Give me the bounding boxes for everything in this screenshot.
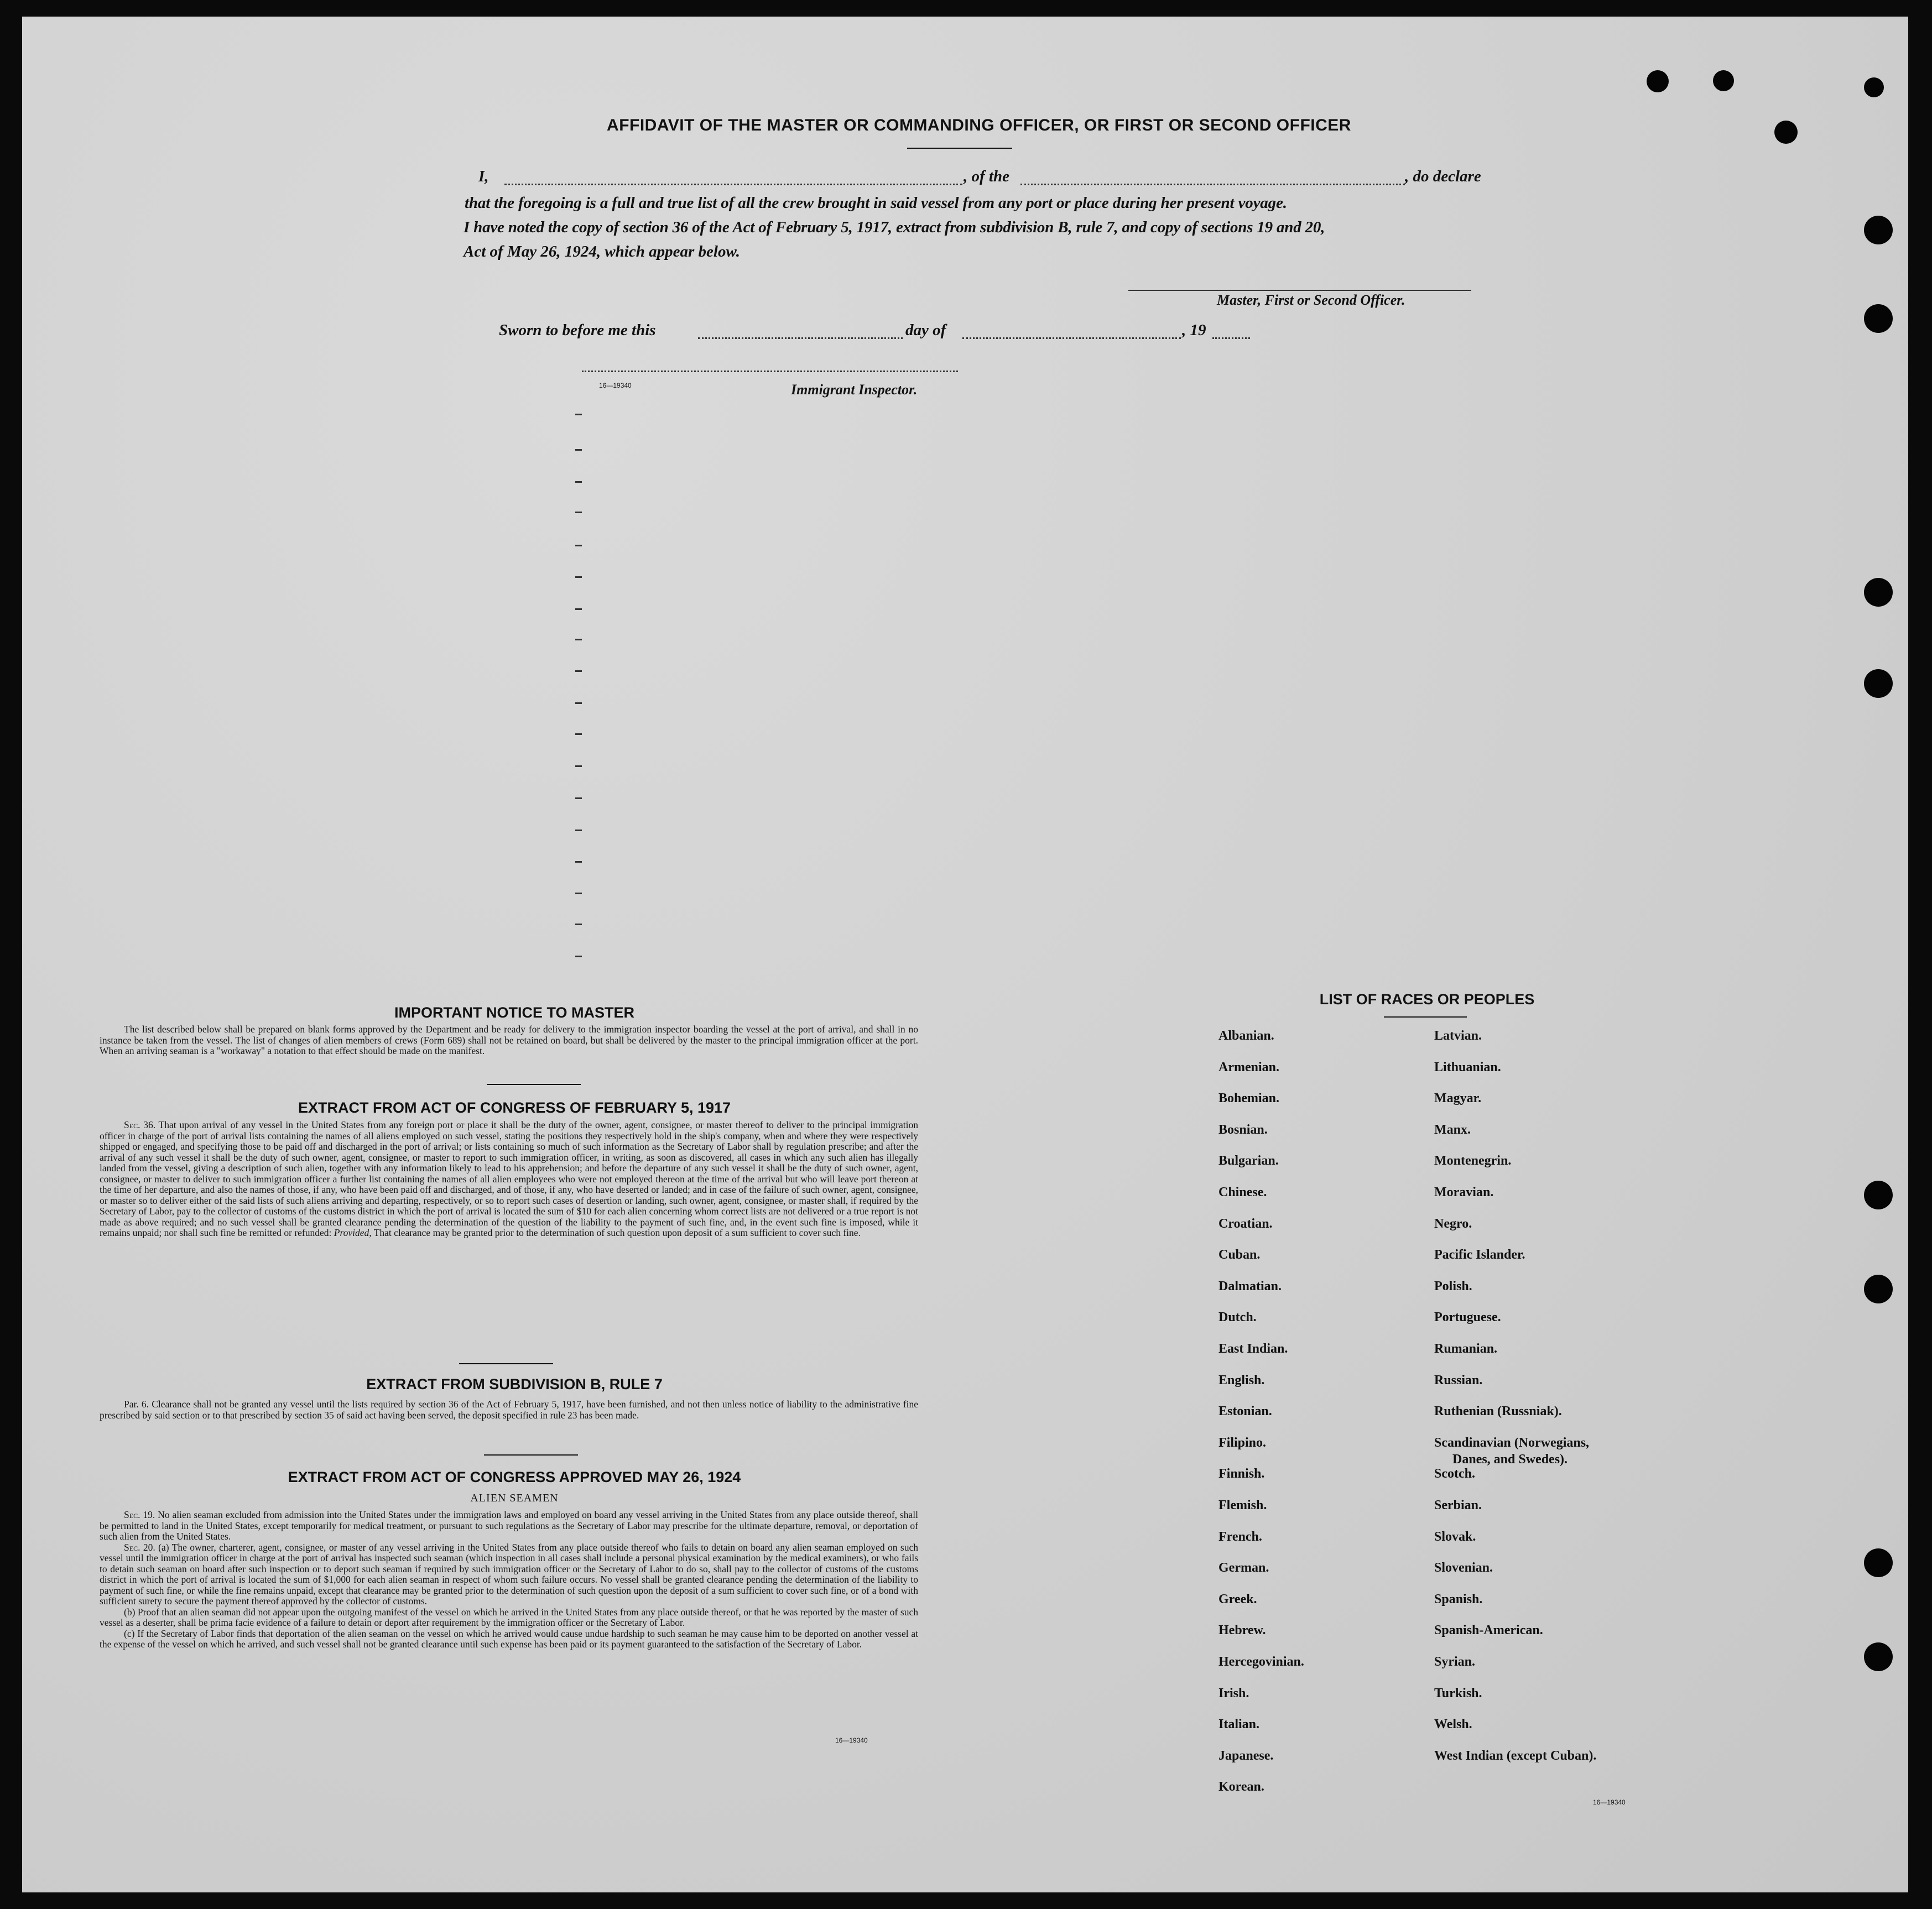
affidavit-line-2: that the foregoing is a full and true list of all the crew brought in said vessel from any port or place during her present voyage. — [465, 194, 1287, 212]
notice-body — [100, 1024, 918, 1057]
fold-mark — [575, 797, 582, 799]
race-item: West Indian (except Cuban). — [1434, 1748, 1597, 1763]
race-item: Estonian. — [1218, 1404, 1272, 1419]
race-item: Latvian. — [1434, 1029, 1482, 1043]
divider — [484, 1454, 578, 1456]
affidavit-line-4: Act of May 26, 1924, which appear below. — [464, 243, 740, 260]
inspector-signature-line — [582, 371, 958, 372]
race-item: Chinese. — [1218, 1185, 1267, 1199]
divider — [487, 1084, 581, 1085]
race-item: Japanese. — [1218, 1748, 1274, 1763]
inspector-label: Immigrant Inspector. — [791, 382, 918, 398]
sec-36-label: Sec. 36. — [124, 1119, 156, 1130]
race-item: Turkish. — [1434, 1686, 1482, 1701]
race-item: Danes, and Swedes). — [1452, 1452, 1568, 1467]
extract-1917-body — [100, 1120, 918, 1239]
form-number: 16—19340 — [599, 382, 632, 389]
punch-hole — [1864, 1275, 1893, 1303]
race-item: Hebrew. — [1218, 1623, 1266, 1638]
race-item: Magyar. — [1434, 1091, 1482, 1106]
race-item: Greek. — [1218, 1592, 1257, 1607]
race-item: Lithuanian. — [1434, 1060, 1501, 1075]
fold-mark — [575, 670, 582, 672]
punch-hole — [1647, 70, 1669, 92]
punch-hole — [1864, 216, 1893, 244]
rule7-text: Par. 6. Clearance shall not be granted any vessel until the lists required by section 36 of the Act of February 5, 1917, have been furnished, and not then unless notice of liability to the administrative fine prescribed by said section or to that prescribed by section 35 of said act having been served, the deposit specified in rule 23 has been made. — [100, 1399, 918, 1421]
race-item: Pacific Islander. — [1434, 1248, 1525, 1263]
punch-hole — [1864, 578, 1893, 607]
alien-seamen-subtitle: ALIEN SEAMEN — [470, 1492, 559, 1504]
extract-rule7-title: EXTRACT FROM SUBDIVISION B, RULE 7 — [366, 1376, 663, 1392]
punch-hole — [1774, 121, 1798, 144]
fold-mark — [575, 481, 582, 483]
race-item: French. — [1218, 1529, 1262, 1544]
fold-mark — [575, 956, 582, 957]
race-item: Syrian. — [1434, 1655, 1476, 1669]
sec-19-text: No alien seaman excluded from admission into the United States under the immigration laws and employed on board any vessel arriving in the United States from any place outside thereof, shall be permitted to land in the United States, except temporarily for medical treatment, or pursuant to such regulations as the Secretary of Labor may prescribe for the ultimate departure, removal, or deportation of such alien from the United States. — [100, 1509, 919, 1542]
race-item: Scotch. — [1434, 1467, 1475, 1482]
race-item: Spanish. — [1434, 1592, 1483, 1607]
sworn-prefix: Sworn to before me this — [499, 321, 656, 339]
race-item: Bulgarian. — [1218, 1154, 1279, 1169]
race-item: Russian. — [1434, 1373, 1483, 1388]
race-item: Spanish-American. — [1434, 1623, 1543, 1638]
race-item: Negro. — [1434, 1216, 1472, 1231]
race-item: Montenegrin. — [1434, 1154, 1512, 1169]
affidavit-title: AFFIDAVIT OF THE MASTER OR COMMANDING OFFICER, OR FIRST OR SECOND OFFICER — [607, 116, 1351, 134]
punch-hole — [1864, 1548, 1893, 1577]
extract-1924-title: EXTRACT FROM ACT OF CONGRESS APPROVED MAY 26, 1924 — [288, 1469, 741, 1485]
divider — [459, 1363, 553, 1364]
vessel-blank-line — [1020, 184, 1405, 185]
sworn-date-blank — [698, 337, 903, 339]
fold-mark — [575, 861, 582, 863]
divider — [1384, 1016, 1467, 1018]
race-item: Slovenian. — [1434, 1561, 1493, 1576]
race-item: Dutch. — [1218, 1310, 1257, 1325]
divider — [907, 148, 1012, 149]
fold-mark — [575, 545, 582, 546]
race-item: Portuguese. — [1434, 1310, 1501, 1325]
provided-label: Provided, — [334, 1227, 372, 1238]
affidavit-of-the: , of the — [964, 168, 1009, 185]
race-item: Irish. — [1218, 1686, 1249, 1701]
extract-1924-body — [100, 1510, 918, 1650]
sworn-month-blank — [962, 337, 1181, 339]
race-item: Bohemian. — [1218, 1091, 1280, 1106]
race-item: Ruthenian (Russniak). — [1434, 1404, 1562, 1419]
notice-title: IMPORTANT NOTICE TO MASTER — [394, 1004, 634, 1021]
race-item: Armenian. — [1218, 1060, 1279, 1075]
race-item: Croatian. — [1218, 1216, 1273, 1231]
fold-mark — [575, 576, 582, 578]
extract-1917-title: EXTRACT FROM ACT OF CONGRESS OF FEBRUARY 5, 1917 — [298, 1099, 731, 1116]
fold-mark — [575, 893, 582, 894]
race-item: Filipino. — [1218, 1435, 1267, 1450]
affidavit-i: I, — [478, 168, 489, 185]
race-item: Manx. — [1434, 1122, 1471, 1137]
race-item: Dalmatian. — [1218, 1279, 1282, 1293]
race-item: Finnish. — [1218, 1467, 1265, 1482]
affidavit-declare: , do declare — [1405, 168, 1481, 185]
extract-rule7-body — [100, 1399, 918, 1421]
document-page — [22, 17, 1908, 1892]
race-item: Flemish. — [1218, 1498, 1267, 1512]
race-item: Polish. — [1434, 1279, 1472, 1293]
sworn-year: , 19 — [1182, 321, 1206, 339]
punch-hole — [1864, 669, 1893, 698]
race-item: Serbian. — [1434, 1498, 1482, 1512]
punch-hole — [1864, 1642, 1893, 1671]
race-item: Bosnian. — [1218, 1122, 1268, 1137]
fold-mark — [575, 733, 582, 735]
sec-20a-text: (a) The owner, charterer, agent, consignee, or master of any vessel arriving in the United States from any place outside thereof who fails to detain on board any alien seaman employed on such vessel until the immigration officer in charge at the port of arrival has inspected such seaman (which inspection in all cases shall include a personal physical examination by the medical examiners), or who fails to detain such seaman on board after such inspection or to deport such seaman if required by such immigration officer or the Secretary of Labor to do so, shall pay to the collector of customs of the customs district in which the port of arrival is located the sum of $1,000 for each alien seaman in respect of whom such failure occurs. No vessel shall be granted clearance pending the determination of the liability to payment of such fine, or while the fine remains unpaid, except that clearance may be granted prior to the determination of such question upon the deposit of a sum sufficient to cover such fine, or of a bond with sufficient surety to secure the payment thereof approved by the collector of customs. — [100, 1541, 918, 1607]
race-item: Slovak. — [1434, 1529, 1476, 1544]
sec-36-text-end: That clearance may be granted prior to the determination of such question upon deposit of a sum sufficient to cover such fine. — [373, 1227, 861, 1238]
race-item: Hercegovinian. — [1218, 1655, 1304, 1669]
fold-mark — [575, 830, 582, 831]
fold-mark — [575, 702, 582, 704]
race-item: Italian. — [1218, 1717, 1260, 1732]
race-item: Moravian. — [1434, 1185, 1494, 1199]
race-item: Scandinavian (Norwegians, — [1434, 1435, 1590, 1450]
fold-mark — [575, 765, 582, 767]
race-item: Rumanian. — [1434, 1342, 1498, 1356]
fold-mark — [575, 414, 582, 415]
form-number: 16—19340 — [835, 1736, 868, 1744]
sec-19-label: Sec. 19. — [124, 1509, 155, 1520]
sec-20c-text: (c) If the Secretary of Labor finds that deportation of the alien seaman on the vessel on which he arrived would cause undue hardship to such seaman he may cause him to be deported on another vessel at the expense of the vessel on which he arrived, and such vessel shall not be granted clearance until such expense has been paid or its payment guaranteed to the satisfaction of the Secretary of Labor. — [100, 1628, 918, 1650]
punch-hole — [1864, 304, 1893, 333]
sec-20-label: Sec. 20. — [124, 1541, 155, 1553]
sec-36-text: That upon arrival of any vessel in the United States from any foreign port or place it shall be the duty of the owner, agent, consignee, or master thereof to deliver to the principal immigration officer in charge of the port of arrival lists containing the names of all aliens employed on such vessel, stating the positions they respectively hold in the ship's company, when and where they were respectively shipped or engaged, and specifying those to be paid off and discharged in the port of arrival; or lists containing so much of such information as the Secretary of Labor shall by regulation prescribe; and after the arrival of any such vessel it shall be the duty of such owner, agent, consignee, or master to report to such immigration officer, in writing, as soon as discovered, all cases in which any such alien has illegally landed from the vessel, giving a description of such alien, together with any information likely to lead to his apprehension; and before the departure of any such vessel it shall be the duty of such owner, agent, consignee, or master to deliver to such immigration officer a further list containing the names of all alien employees who were not employed thereon at the time of the arrival but who will leave port thereon at the time of her departure, and also the names of those, if any, who have been paid off and discharged, and of those, if any, who have deserted or landed; and in case of the failure of such owner, agent, consignee, or master so to deliver either of the said lists of such aliens arriving and departing, respectively, or so to report such cases of desertion or landing, such owner, agent, consignee, or master shall, if required by the Secretary of Labor, pay to the collector of customs of the customs district in which the port of arrival is located the sum of $10 for each alien concerning whom correct lists are not delivered or a true report is not made as above required; and no such vessel shall be granted clearance pending the determination of the question of the liability to the payment of such fine, and, in the event such fine is imposed, while it remains unpaid; nor shall such fine be remitted or refunded: — [100, 1119, 918, 1238]
race-item: Korean. — [1218, 1780, 1264, 1795]
name-blank-line — [504, 184, 962, 185]
notice-text: The list described below shall be prepared on blank forms approved by the Department and be ready for delivery to the immigration inspector boarding the vessel at the port of arrival, and shall in no instance be taken from the vessel. The list of changes of alien members of crews (Form 689) shall not be retained on board, but shall be delivered by the master to the principal immigration officer at the port. When an arriving seaman is a "workaway" a notation to that effect should be made on the manifest. — [100, 1024, 918, 1056]
fold-mark — [575, 449, 582, 451]
sworn-year-blank — [1212, 337, 1250, 339]
punch-hole — [1713, 70, 1734, 91]
races-title: LIST OF RACES OR PEOPLES — [1319, 991, 1535, 1008]
race-item: German. — [1218, 1561, 1269, 1576]
form-number: 16—19340 — [1593, 1798, 1626, 1806]
fold-mark — [575, 924, 582, 925]
race-item: Albanian. — [1218, 1029, 1274, 1043]
punch-hole — [1864, 1181, 1893, 1209]
race-item: Welsh. — [1434, 1717, 1472, 1732]
fold-mark — [575, 608, 582, 610]
race-item: English. — [1218, 1373, 1265, 1388]
fold-mark — [575, 512, 582, 513]
sworn-day-of: day of — [905, 321, 946, 339]
sec-20b-text: (b) Proof that an alien seaman did not appear upon the outgoing manifest of the vessel on which he arrived in the United States from any place outside thereof, or that he was reported by the master of such vessel as a deserter, shall be prima facie evidence of a failure to detain or deport after requirement by the immigration officer or the Secretary of Labor. — [100, 1606, 918, 1628]
signature-label: Master, First or Second Officer. — [1217, 292, 1405, 308]
affidavit-line-3: I have noted the copy of section 36 of the Act of February 5, 1917, extract from subdivision B, rule 7, and copy of sections 19 and 20, — [464, 218, 1325, 236]
punch-hole — [1864, 77, 1884, 97]
race-item: East Indian. — [1218, 1342, 1288, 1356]
race-item: Cuban. — [1218, 1248, 1261, 1263]
fold-mark — [575, 639, 582, 640]
